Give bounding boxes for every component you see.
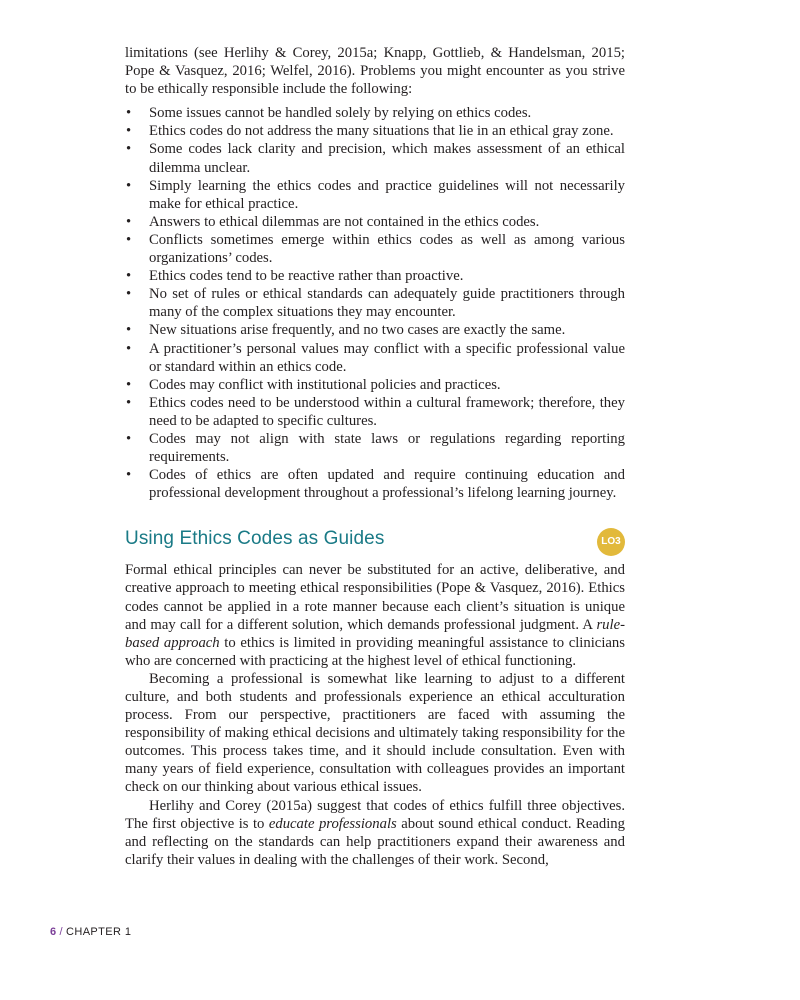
bullet-marker: • [126,105,132,122]
problem-text: New situations arise frequently, and no two cases are exactly the same. [149,322,566,339]
problem-list-item [125,285,625,321]
page-content [125,44,625,869]
problems-list [125,104,625,502]
problem-text: Conflicts sometimes emerge within ethics codes as well as among various organizations’ codes. [149,231,625,267]
bullet-marker: • [126,467,132,484]
problem-list-item [125,104,625,122]
problem-list-item [125,394,625,430]
bullet-marker: • [126,322,132,339]
bullet-marker: • [126,177,132,194]
bullet-marker: • [126,430,132,447]
problem-list-item [125,140,625,176]
para1-emphasis: rule-based approach [125,616,625,651]
chapter-label: CHAPTER 1 [66,926,132,938]
bullet-marker: • [126,231,132,248]
problem-list-item [125,231,625,267]
bullet-marker: • [126,123,132,140]
body-paragraph-2: Becoming a professional is somewhat like learning to adjust to a different culture, and both students and professionals experience an ethical acculturation process. From our perspective, practitioners are faced with assuming the responsibility of making ethical decisions and ultimately taking responsibility for the outcomes. This process takes time, and it should include consultation. Even with many years of field experience, consultation with colleagues provides an important check on our thinking about various ethical issues. [125,670,625,796]
bullet-marker: • [126,394,132,411]
problem-text: Ethics codes need to be understood within a cultural framework; therefore, they need to be adapted to specific cultures. [149,394,625,429]
section-title: Using Ethics Codes as Guides [125,528,385,550]
problem-text: Ethics codes tend to be reactive rather than proactive. [149,268,464,285]
problem-list-item [125,267,625,285]
intro-paragraph: limitations (see Herlihy & Corey, 2015a; Knapp, Gottlieb, & Handelsman, 2015; Pope & Vasquez, 2016; Welfel, 2016). Problems you might encounter as you strive to be ethically responsible include the following: [125,45,625,98]
problem-list-item [125,213,625,231]
problem-text: Codes may conflict with institutional policies and practices. [149,376,501,393]
problem-text: No set of rules or ethical standards can adequately guide practitioners through many of the complex situations they may encounter. [149,286,625,321]
bullet-marker: • [126,286,132,303]
problem-text: Simply learning the ethics codes and practice guidelines will not necessarily make for ethical practice. [149,177,625,212]
page-footer [50,926,131,938]
body-paragraph-3 [125,797,625,869]
learning-objective-badge: LO3 [597,528,625,556]
para3-text-after: about sound ethical conduct. Reading and reflecting on the standards can help practitioners expand their awareness and clarify their values in dealing with the challenges of their work. Second, [125,815,625,868]
problem-list-item [125,177,625,213]
bullet-marker: • [126,213,132,230]
problem-list-item [125,466,625,502]
problem-list-item [125,430,625,466]
problem-text: A practitioner’s personal values may conflict with a specific professional value or standard within an ethics code. [149,340,625,375]
problem-text: Some issues cannot be handled solely by relying on ethics codes. [149,105,532,122]
problem-text: Codes of ethics are often updated and require continuing education and professional development throughout a professional’s lifelong learning journey. [149,467,625,502]
problem-text: Ethics codes do not address the many situations that lie in an ethical gray zone. [149,123,614,140]
problem-list-item [125,376,625,394]
problem-list-item [125,122,625,140]
para1-text-before: Formal ethical principles can never be substituted for an active, deliberative, and creative approach to meeting ethical responsibilities (Pope & Vasquez, 2016). Ethics codes cannot be applied in a rote manner because each client’s situation is unique and may call for a different solution, which demands professional judgment. A [125,562,625,633]
page-number: 6 [50,926,57,938]
problem-list-item [125,340,625,376]
problem-text: Some codes lack clarity and precision, which makes assessment of an ethical dilemma unclear. [149,141,625,176]
bullet-marker: • [126,340,132,357]
bullet-marker: • [126,141,132,158]
para1-text-after: to ethics is limited in providing meaningful assistance to clinicians who are concerned with practicing at the highest level of ethical functioning. [125,634,625,669]
problem-text: Codes may not align with state laws or regulations regarding reporting requirements. [149,430,625,466]
bullet-marker: • [126,268,132,285]
body-paragraph-1 [125,561,625,670]
problem-list-item [125,321,625,339]
problem-text: Answers to ethical dilemmas are not contained in the ethics codes. [149,213,540,230]
footer-separator: / [59,926,63,938]
para3-emphasis: educate professionals [268,815,397,832]
bullet-marker: • [126,376,132,393]
section-header [125,524,625,556]
para3-text-before: Herlihy and Corey (2015a) suggest that codes of ethics fulfill three objectives. The first objective is to [125,797,625,832]
